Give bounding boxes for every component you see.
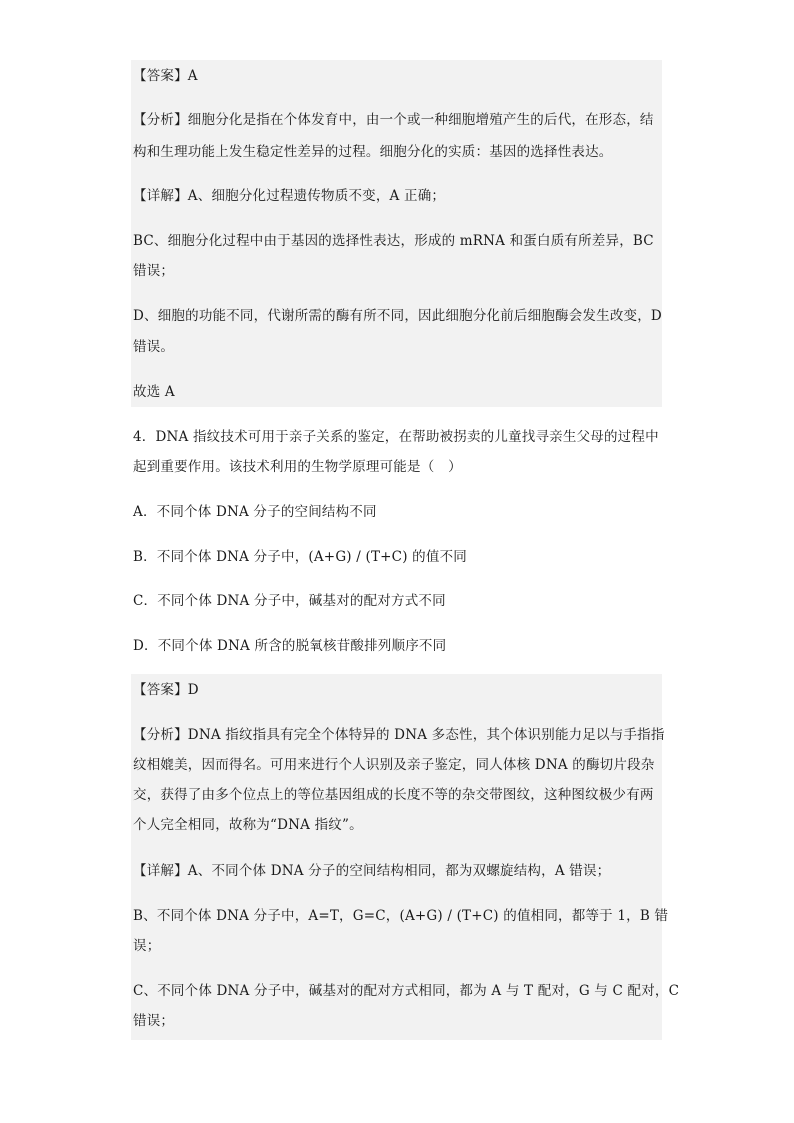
q4-detail-b-line-1: B、不同个体 DNA 分子中，A=T，G=C，(A+G) / (T+C) 的值相同，都等于 1，B 错 (133, 908, 669, 924)
q4-detail-b-line-2: 误； (133, 938, 161, 954)
q3-detail-a: 【详解】A、细胞分化过程遗传物质不变，A 正确； (133, 188, 446, 204)
q3-final-choice: 故选 A (133, 384, 175, 400)
q4-detail-a: 【详解】A、不同个体 DNA 分子的空间结构相同，都为双螺旋结构，A 错误； (133, 863, 611, 879)
q4-option-a: A．不同个体 DNA 分子的空间结构不同 (133, 504, 377, 520)
q4-detail-c-line-1: C、不同个体 DNA 分子中，碱基对的配对方式相同，都为 A 与 T 配对，G 与 C 配对，C (133, 983, 680, 999)
q4-detail-c-line-2: 错误； (133, 1013, 175, 1029)
q4-answer: 【答案】D (133, 682, 199, 698)
q3-detail-d-line-2: 错误。 (133, 339, 175, 355)
q4-stem-line-1: 4．DNA 指纹技术可用于亲子关系的鉴定，在帮助被拐卖的儿童找寻亲生父母的过程中 (133, 429, 659, 445)
q3-analysis-line-2: 构和生理功能上发生稳定性差异的过程。细胞分化的实质：基因的选择性表达。 (133, 144, 613, 160)
q4-option-b: B．不同个体 DNA 分子中，(A+G) / (T+C) 的值不同 (133, 549, 467, 565)
q3-detail-bc-line-2: 错误； (133, 263, 175, 279)
q3-analysis-line-1: 【分析】细胞分化是指在个体发育中，由一个或一种细胞增殖产生的后代，在形态，结 (133, 112, 654, 128)
q4-analysis-line-2: 纹相媲美，因而得名。可用来进行个人识别及亲子鉴定，同人体核 DNA 的酶切片段杂 (133, 757, 655, 773)
q4-option-c: C．不同个体 DNA 分子中，碱基对的配对方式不同 (133, 593, 446, 609)
q4-option-d: D．不同个体 DNA 所含的脱氧核苷酸排列顺序不同 (133, 638, 447, 654)
q4-stem-line-2: 起到重要作用。该技术利用的生物学原理可能是（ ） (133, 459, 462, 475)
q4-analysis-line-4: 个人完全相同，故称为“DNA 指纹”。 (133, 817, 363, 833)
q4-analysis-line-1: 【分析】DNA 指纹指具有完全个体特异的 DNA 多态性，其个体识别能力足以与手指指 (133, 727, 665, 743)
q4-analysis-line-3: 交，获得了由多个位点上的等位基因组成的长度不等的杂交带图纹，这种图纹极少有两 (133, 787, 654, 803)
q3-detail-d-line-1: D、细胞的功能不同，代谢所需的酶有所不同，因此细胞分化前后细胞酶会发生改变，D (133, 308, 662, 324)
q3-answer: 【答案】A (133, 68, 198, 84)
q3-detail-bc-line-1: BC、细胞分化过程中由于基因的选择性表达，形成的 mRNA 和蛋白质有所差异，BC (133, 233, 654, 249)
